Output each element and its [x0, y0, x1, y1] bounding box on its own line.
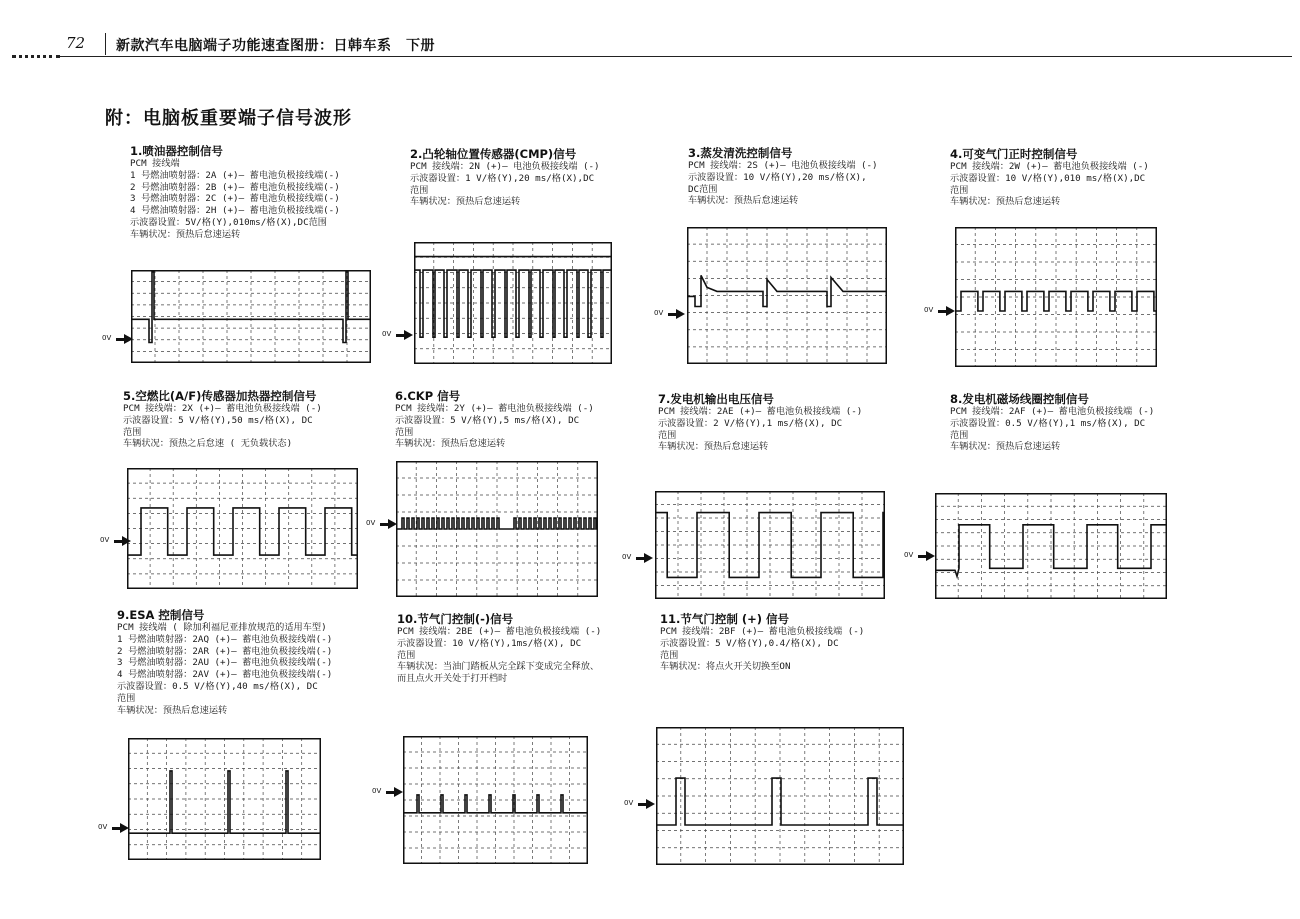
signal-title: 10.节气门控制(-)信号 — [397, 612, 514, 626]
oscilloscope-screen-5 — [127, 468, 358, 589]
oscilloscope-screen-10 — [403, 736, 588, 864]
signal-block-11 — [660, 613, 864, 673]
signal-line: 车辆状况：预热后怠速运转 — [395, 438, 506, 450]
zero-volt-label: 0V — [904, 551, 914, 559]
signal-title: 5.空燃比(A/F)传感器加热器控制信号 — [123, 389, 317, 403]
signal-line: 范围 — [950, 184, 969, 196]
signal-line: 范围 — [950, 429, 969, 441]
signal-title: 9.ESA 控制信号 — [117, 608, 205, 622]
header-rule — [60, 56, 1292, 57]
signal-line: 车辆状况：预热后怠速运转 — [117, 704, 228, 716]
oscilloscope-screen-11 — [656, 727, 904, 865]
signal-line: 示波器设置：2 V/格(Y),1 ms/格(X), DC — [658, 417, 843, 429]
signal-title: 6.CKP 信号 — [395, 389, 461, 403]
oscilloscope-screen-2 — [414, 242, 612, 364]
signal-line: 范围 — [658, 429, 677, 441]
waveform-trace — [396, 518, 598, 529]
zero-volt-label: 0V — [366, 519, 376, 527]
signal-line: 3 号燃油喷射器：2C (+)— 蓄电池负极接线端(-) — [130, 193, 340, 205]
zero-volt-label: 0V — [654, 309, 664, 317]
signal-line: PCM 接线端：2S (+)— 电池负极接线端 (-) — [688, 160, 878, 171]
signal-line: 示波器设置：0.5 V/格(Y),1 ms/格(X), DC — [950, 417, 1146, 429]
signal-title: 11.节气门控制 (+) 信号 — [660, 612, 790, 626]
signal-line: 1 号燃油喷射器：2AQ (+)— 蓄电池负极接线端(-) — [117, 633, 333, 645]
signal-line: 车辆状况：预热后怠速运转 — [410, 196, 521, 208]
signal-line: 车辆状况：预热之后怠速 ( 无负载状态) — [123, 438, 293, 450]
zero-volt-label: 0V — [382, 330, 392, 338]
signal-line: PCM 接线端：2AF (+)— 蓄电池负极接线端 (-) — [950, 406, 1155, 417]
oscilloscope-screen-9 — [128, 738, 321, 860]
signal-line: 范围 — [660, 649, 679, 661]
signal-line: 示波器设置：10 V/格(Y),010 ms/格(X),DC — [950, 172, 1146, 184]
signal-title: 7.发电机输出电压信号 — [658, 392, 774, 406]
page-number: 72 — [66, 34, 86, 52]
oscilloscope-screen-1 — [131, 270, 371, 363]
signal-line: 范围 — [117, 692, 136, 704]
signal-line: 范围 — [123, 426, 142, 438]
signal-line: 车辆状况：预热后怠速运转 — [130, 228, 241, 240]
signal-line: 范围 — [395, 426, 414, 438]
signal-line: 1 号燃油喷射器：2A (+)— 蓄电池负极接线端(-) — [130, 169, 340, 181]
signal-line: 示波器设置：5 V/格(Y),0.4/格(X), DC — [660, 637, 839, 649]
signal-line: PCM 接线端：2AE (+)— 蓄电池负极接线端 (-) — [658, 406, 863, 417]
section-title: 附：电脑板重要端子信号波形 — [105, 108, 352, 129]
oscilloscope-screen-4 — [955, 227, 1157, 367]
signal-line: PCM 接线端：2W (+)— 蓄电池负极接线端 (-) — [950, 161, 1149, 172]
signal-line: 车辆状况：当油门踏板从完全踩下变成完全释放、 — [397, 661, 600, 673]
signal-line: 2 号燃油喷射器：2B (+)— 蓄电池负极接线端(-) — [130, 181, 340, 193]
zero-volt-label: 0V — [924, 306, 934, 314]
signal-block-3 — [688, 147, 878, 207]
signal-line: 而且点火开关处于打开档时 — [397, 673, 508, 685]
signal-line: 示波器设置：10 V/格(Y),1ms/格(X), DC — [397, 637, 582, 649]
signal-line: 车辆状况：将点火开关切换至ON — [660, 661, 791, 673]
signal-line: 4 号燃油喷射器：2AV (+)— 蓄电池负极接线端(-) — [117, 669, 333, 681]
signal-line: 车辆状况：预热后怠速运转 — [658, 441, 769, 453]
signal-title: 1.喷油器控制信号 — [130, 144, 223, 158]
signal-line: PCM 接线端 — [130, 158, 180, 169]
signal-block-10 — [397, 613, 601, 685]
book-title: 新款汽车电脑端子功能速查图册：日韩车系 下册 — [116, 38, 435, 54]
oscilloscope-screen-3 — [687, 227, 887, 364]
waveform-grid — [656, 727, 904, 865]
oscilloscope-screen-7 — [655, 491, 885, 599]
signal-line: 2 号燃油喷射器：2AR (+)— 蓄电池负极接线端(-) — [117, 645, 333, 657]
waveform-grid — [127, 468, 358, 589]
waveform-grid — [655, 491, 885, 599]
signal-line: PCM 接线端：2Y (+)— 蓄电池负极接线端 (-) — [395, 403, 594, 414]
signal-block-4 — [950, 148, 1149, 208]
signal-line: PCM 接线端：2N (+)— 电池负极接线端 (-) — [410, 161, 600, 172]
signal-line: PCM 接线端：2X (+)— 蓄电池负极接线端 (-) — [123, 403, 322, 414]
signal-line: 示波器设置：5 V/格(Y),50 ms/格(X), DC — [123, 414, 313, 426]
signal-line: PCM 接线端 ( 除加利福尼亚排放规范的适用车型) — [117, 622, 327, 633]
waveform-grid — [687, 227, 887, 364]
zero-volt-label: 0V — [100, 536, 110, 544]
signal-line: PCM 接线端：2BE (+)— 蓄电池负极接线端 (-) — [397, 626, 602, 637]
signal-block-9 — [117, 609, 332, 716]
zero-volt-label: 0V — [372, 787, 382, 795]
oscilloscope-screen-8 — [935, 493, 1167, 599]
zero-volt-label: 0V — [98, 823, 108, 831]
waveform-grid — [131, 270, 371, 363]
signal-line: 4 号燃油喷射器：2H (+)— 蓄电池负极接线端(-) — [130, 205, 340, 217]
waveform-grid — [935, 493, 1167, 599]
zero-volt-label: 0V — [624, 799, 634, 807]
signal-block-6 — [395, 390, 594, 450]
signal-line: 范围 — [397, 649, 416, 661]
signal-block-8 — [950, 393, 1154, 453]
signal-line: DC范围 — [688, 183, 718, 195]
signal-line: 车辆状况：预热后怠速运转 — [950, 441, 1061, 453]
signal-line: 示波器设置：5 V/格(Y),5 ms/格(X), DC — [395, 414, 580, 426]
signal-title: 3.蒸发清洗控制信号 — [688, 146, 793, 160]
signal-line: 示波器设置：10 V/格(Y),20 ms/格(X), — [688, 171, 867, 183]
zero-volt-label: 0V — [622, 553, 632, 561]
header-separator — [105, 33, 106, 55]
signal-line: 车辆状况：预热后怠速运转 — [688, 195, 799, 207]
signal-line: 3 号燃油喷射器：2AU (+)— 蓄电池负极接线端(-) — [117, 657, 333, 669]
waveform-grid — [955, 227, 1157, 367]
waveform-grid — [414, 242, 612, 364]
header-dotted-rule — [12, 52, 60, 58]
zero-volt-label: 0V — [102, 334, 112, 342]
signal-line: PCM 接线端：2BF (+)— 蓄电池负极接线端 (-) — [660, 626, 865, 637]
signal-block-5 — [123, 390, 322, 450]
signal-line: 车辆状况：预热后怠速运转 — [950, 196, 1061, 208]
signal-line: 示波器设置：1 V/格(Y),20 ms/格(X),DC — [410, 172, 595, 184]
signal-title: 4.可变气门正时控制信号 — [950, 147, 1078, 161]
waveform-grid — [396, 461, 598, 597]
waveform-grid — [128, 738, 321, 860]
signal-title: 8.发电机磁场线圈控制信号 — [950, 392, 1089, 406]
oscilloscope-screen-6 — [396, 461, 598, 597]
waveform-grid — [403, 736, 588, 864]
signal-line: 范围 — [410, 184, 429, 196]
signal-line: 示波器设置：0.5 V/格(Y),40 ms/格(X), DC — [117, 680, 318, 692]
signal-block-2 — [410, 148, 600, 208]
signal-line: 示波器设置：5V/格(Y),010ms/格(X),DC范围 — [130, 216, 327, 228]
signal-title: 2.凸轮轴位置传感器(CMP)信号 — [410, 147, 577, 161]
signal-block-1 — [130, 145, 340, 241]
signal-block-7 — [658, 393, 862, 453]
